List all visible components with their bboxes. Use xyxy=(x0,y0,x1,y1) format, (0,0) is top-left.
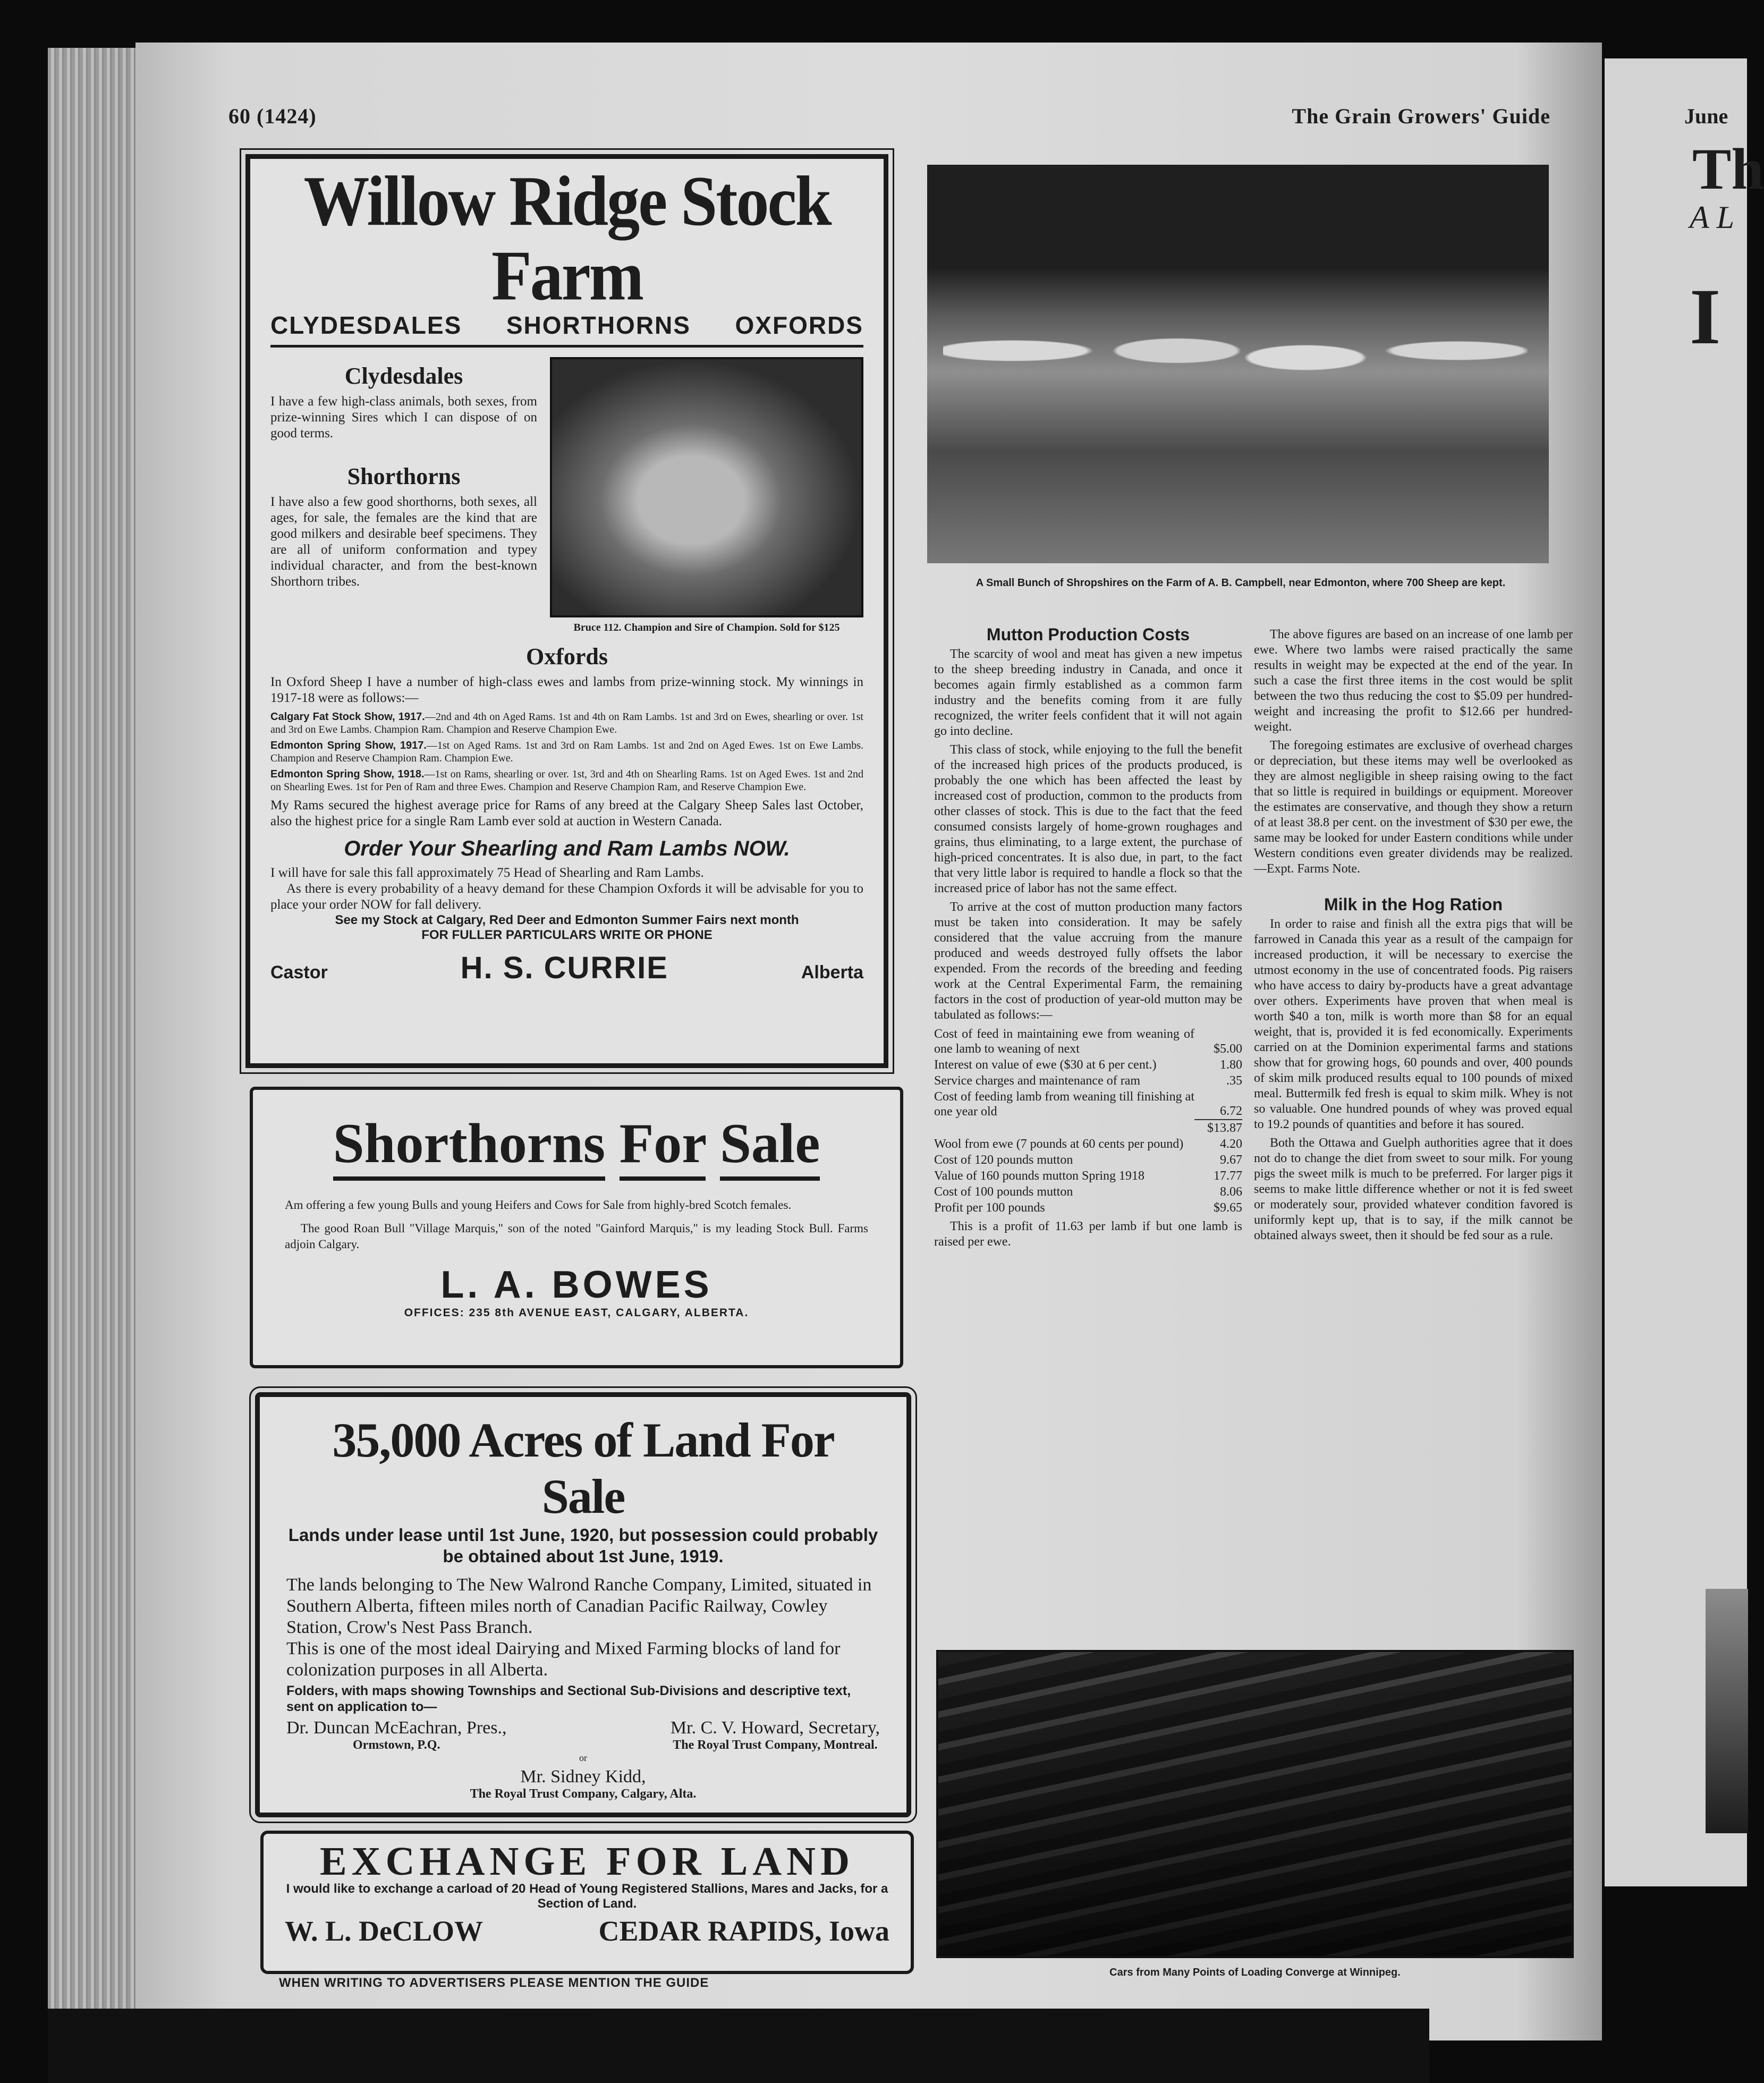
contact-list xyxy=(286,1718,880,1752)
cost-amount: .35 xyxy=(1226,1074,1242,1088)
cost-amount: 6.72 xyxy=(1220,1104,1242,1118)
oxfords-heading: Oxfords xyxy=(526,643,608,670)
title-word: Sale xyxy=(720,1112,820,1181)
advertiser-address: OFFICES: 235 8th AVENUE EAST, CALGARY, ALBERTA. xyxy=(404,1307,749,1319)
facing-page xyxy=(1605,58,1764,1886)
shropshire-sheep-photo xyxy=(927,165,1549,563)
breed-shorthorns: SHORTHORNS xyxy=(506,311,691,340)
facing-page-title: Th xyxy=(1692,137,1764,201)
cost-amount: 1.80 xyxy=(1220,1058,1242,1072)
cost-row xyxy=(934,1168,1242,1184)
page-number: 60 (1424) xyxy=(228,104,317,128)
contact-president: Dr. Duncan McEachran, Pres., Ormstown, P.Q. xyxy=(286,1718,507,1752)
facing-page-drop-cap: I xyxy=(1690,273,1721,361)
place-right: Alberta xyxy=(801,962,863,983)
cost-row xyxy=(934,1136,1242,1152)
cost-label: Profit per 100 pounds xyxy=(934,1201,1045,1215)
exchange-offer: I would like to exchange a carload of 20 Head of Young Registered Stallions, Mares and Jacks, for a Section of Land. xyxy=(286,1882,888,1911)
mutton-paragraph: To arrive at the cost of mutton production many factors must be taken into consideration. It may be safely considered that the value accruing from the manure produced and weeds destroyed fully offsets the labor expended. From the records of the breeding and feeding work at the Central Experimental Farm, the remaining factors in the cost of production of year-old mutton may be tabulated as follows:— xyxy=(934,900,1242,1022)
cost-row xyxy=(934,1026,1242,1057)
land-suitability: This is one of the most ideal Dairying and Mixed Farming blocks of land for colonization purposes in all Alberta. xyxy=(286,1639,841,1680)
cost-amount: $13.87 xyxy=(1194,1120,1242,1136)
cost-row xyxy=(934,1120,1242,1136)
cost-amount: 4.20 xyxy=(1220,1137,1242,1151)
cost-label xyxy=(934,1120,1194,1136)
cost-row xyxy=(934,1200,1242,1216)
land-for-sale-ad xyxy=(255,1392,911,1817)
ram-photo-caption: Bruce 112. Champion and Sire of Champion. Sold for $125 xyxy=(573,622,840,634)
ad-title: Willow Ridge Stock Farm xyxy=(303,162,830,315)
cost-label: Value of 160 pounds mutton Spring 1918 xyxy=(934,1169,1144,1183)
stock-bull-text: The good Roan Bull "Village Marquis," son of the noted "Gainford Marquis," is my leading Stock Bull. Farms adjoin Calgary. xyxy=(285,1222,868,1251)
breed-oxfords: OXFORDS xyxy=(735,311,863,340)
cost-amount: 17.77 xyxy=(1214,1169,1242,1183)
cost-label: Cost of feeding lamb from weaning till finishing at one year old xyxy=(934,1090,1194,1119)
lease-notice: Lands under lease until 1st June, 1920, but possession could probably be obtained about 1st June, 1919. xyxy=(288,1525,878,1566)
cost-amount: 8.06 xyxy=(1220,1185,1242,1199)
advertiser-city: CEDAR RAPIDS, Iowa xyxy=(598,1915,889,1947)
sale-text: I will have for sale this fall approximately 75 Head of Shearling and Ram Lambs. xyxy=(270,866,704,880)
facing-page-photo xyxy=(1706,1589,1748,1833)
rams-text: My Rams secured the highest average price for Rams of any breed at the Calgary Sheep Sales last October, also the highest price for a single Ram Lamb ever sold at auction in Western Canada. xyxy=(270,798,863,829)
mutton-paragraph: The scarcity of wool and meat has given a new impetus to the sheep breeding industry in Canada, and once it becomes again firmly established as a common farm industry and the benefits coming from it are fully recognized, the writer feels confident that it will not again go into decline. xyxy=(934,647,1242,738)
exchange-for-land-ad xyxy=(260,1831,914,1974)
shorthorns-text: I have also a few good shorthorns, both sexes, all ages, for sale, the females are the kind that are good milkers and desirable beef specimens. They are all of uniform conformation and typey individual character, and from the best-known Shorthorn tribes. xyxy=(270,495,537,589)
facing-page-head: June xyxy=(1684,104,1728,128)
winning-entry: Calgary Fat Stock Show, 1917.—2nd and 4th on Aged Rams. 1st and 4th on Ram Lambs. 1st and 3rd on Ewes, shearling or over. 1st and 3rd on Ewe Lambs. Champion Ram. Champion and Reserve Champion Ewe. xyxy=(270,711,863,736)
particulars-line: FOR FULLER PARTICULARS WRITE OR PHONE xyxy=(421,928,713,943)
cost-label: Interest on value of ewe ($30 at 6 per cent.) xyxy=(934,1058,1157,1072)
rail-photo-caption: Cars from Many Points of Loading Converge at Winnipeg. xyxy=(1109,1967,1401,1978)
land-description: The lands belonging to The New Walrond Ranche Company, Limited, situated in Southern Alberta, fifteen miles north of Canadian Pacific Railway, Cowley Station, Crow's Nest Pass Branch. xyxy=(286,1575,872,1637)
rail-yard-photo xyxy=(936,1650,1574,1958)
milk-heading: Milk in the Hog Ration xyxy=(1324,895,1503,914)
milk-paragraph: Both the Ottawa and Guelph authorities agree that it does not do to change the diet from sweet to sour milk. For young pigs the sweet milk is much to be preferred. For larger pigs it seems to make little difference whether or not it is fed sweet or moderately sour, provided whatever condition favored is uniformly kept up, that is to say, if the milk cannot be obtained always sweet, then it should be fed sour as a rule. xyxy=(1254,1136,1573,1242)
title-word: For xyxy=(620,1112,706,1181)
facing-page-subtitle: A L xyxy=(1690,200,1734,235)
advertiser-name: L. A. BOWES xyxy=(440,1264,713,1306)
cost-label: Cost of 100 pounds mutton xyxy=(934,1185,1073,1199)
demand-text: As there is every probability of a heavy demand for these Champion Oxfords it will be advisable for you to place your order NOW for fall delivery. xyxy=(270,882,863,912)
ad-title: EXCHANGE FOR LAND xyxy=(320,1839,854,1884)
shorthorns-heading: Shorthorns xyxy=(347,463,461,490)
cost-amount: 9.67 xyxy=(1220,1153,1242,1167)
cost-label: Cost of 120 pounds mutton xyxy=(934,1153,1073,1167)
cost-row xyxy=(934,1073,1242,1089)
order-line: Order Your Shearling and Ram Lambs NOW. xyxy=(344,837,790,861)
ad-title: 35,000 Acres of Land For Sale xyxy=(332,1413,834,1523)
cost-row xyxy=(934,1089,1242,1120)
title-word: Shorthorns xyxy=(333,1112,605,1181)
sheep-photo-caption: A Small Bunch of Shropshires on the Farm of A. B. Campbell, near Edmonton, where 700 Sheep are kept. xyxy=(976,577,1506,589)
ad-signature xyxy=(270,950,863,986)
contact-agent: Mr. Sidney Kidd, The Royal Trust Company, Calgary, Alta. xyxy=(470,1767,697,1801)
breed-clydesdales: CLYDESDALES xyxy=(270,311,462,340)
cost-table xyxy=(934,1026,1242,1216)
place-left: Castor xyxy=(270,962,328,983)
ram-photo-block xyxy=(550,357,863,633)
winning-entry: Edmonton Spring Show, 1918.—1st on Rams, shearling or over. 1st, 3rd and 4th on Shearling Rams. 1st on Aged Ewes. 1st and 2nd on Shearling Ewes. 1st for Pen of Ram and three Ewes. Champion and Reserve Champion Ram, and Reserve Champion Ewe. xyxy=(270,768,864,793)
fairs-line: See my Stock at Calgary, Red Deer and Edmonton Summer Fairs next month xyxy=(335,913,799,928)
oxfords-intro: In Oxford Sheep I have a number of high-class ewes and lambs from prize-winning stock. My winnings in 1917-18 were as follows:— xyxy=(270,675,863,706)
cost-amount: $9.65 xyxy=(1214,1201,1242,1215)
milk-paragraph: In order to raise and finish all the extra pigs that will be farrowed in Canada this year as a result of the campaign for increased production, it will be necessary to exercise the utmost economy in the use of concentrated foods. Pig raisers who have access to dairy by-products have a great advantage over others. Experiments have proven that when meal is worth $40 a ton, milk is worth more than $8 for an equal weight, that is, provided it is fed economically. Experiments carried on at the Dominion experimental farms and stations show that for growing hogs, 60 pounds and over, 400 pounds of skim milk produced results equal to 100 pounds of mixed meal. Buttermilk fed fresh is equal to skim milk. Whey is not so valuable. One hundred pounds of whey was proved equal to 19.2 pounds of quantities and before it has soured. xyxy=(1254,917,1573,1131)
cost-label: Wool from ewe (7 pounds at 60 cents per pound) xyxy=(934,1137,1184,1151)
ram-photo xyxy=(550,357,863,617)
cost-label: Service charges and maintenance of ram xyxy=(934,1074,1141,1088)
owner-name: H. S. CURRIE xyxy=(460,951,668,986)
or-separator: or xyxy=(579,1752,587,1763)
mutton-paragraph: The foregoing estimates are exclusive of overhead charges or depreciation, but these items may well be overlooked as they are almost negligible in sheep raising owing to the fact that so little is required in buildings or equipment. Moreover the estimates are conservative, and though they show a return of at least 38.8 per cent. on the investment of $30 per ewe, the same may be looked for under Eastern conditions while under Western conditions even greater dividends may be realized. —Expt. Farms Note. xyxy=(1254,739,1573,876)
ad-signature xyxy=(285,1915,889,1947)
offer-text: Am offering a few young Bulls and young Heifers and Cows for Sale from highly-bred Scotch females. xyxy=(285,1198,792,1212)
winning-entry: Edmonton Spring Show, 1917.—1st on Aged Rams. 1st and 3rd on Ram Lambs. 1st and 2nd on Aged Ewes. 1st on Ewe Lambs. Champion and Reserve Champion Ram. Champion Ewe. xyxy=(270,740,864,765)
cost-label: Cost of feed in maintaining ewe from weaning of one lamb to weaning of next xyxy=(934,1027,1194,1056)
shorthorns-for-sale-ad xyxy=(250,1087,903,1368)
mutton-paragraph: This is a profit of 11.63 per lamb if but one lamb is raised per ewe. xyxy=(934,1220,1242,1249)
mutton-article-col1 xyxy=(934,627,1242,1253)
scan-shadow xyxy=(48,2009,1429,2083)
winnings-list xyxy=(270,710,863,793)
mutton-paragraph: The above figures are based on an increase of one lamb per ewe. Where two lambs were raised practically the same results in weight may be expected at the end of the year. In such a case the first three items in the cost would be split between the two thus reducing the cost to $5.09 per hundred-weight and increasing the profit to $12.66 per hundred-weight. xyxy=(1254,628,1573,734)
ad-title xyxy=(285,1111,868,1176)
mutton-article-col2 xyxy=(1254,627,1573,1247)
advertiser-footer-note: WHEN WRITING TO ADVERTISERS PLEASE MENTION THE GUIDE xyxy=(279,1976,709,1990)
advertiser-name: W. L. DeCLOW xyxy=(285,1915,484,1947)
breed-descriptions xyxy=(270,357,537,633)
willow-ridge-ad xyxy=(245,154,888,1068)
cost-row xyxy=(934,1184,1242,1200)
folders-notice: Folders, with maps showing Townships and Sectional Sub-Divisions and descriptive text, sent on application to— xyxy=(286,1683,851,1714)
mutton-paragraph: This class of stock, while enjoying to the full the benefit of the increased high prices of the products produced, is probably the one which has been affected the least by increased cost of production, common to the products from other classes of stock. This is due to the fact that the feed consumed consists largely of home-grown roughages and grains, thus eliminating, to a large extent, the purchase of high-priced concentrates. It is also due, in part, to the fact that very little labor is required to handle a flock so that the increased price of labor has not the same effect. xyxy=(934,743,1242,895)
ad-columns xyxy=(270,357,863,633)
cost-amount: $5.00 xyxy=(1214,1042,1242,1056)
publication-title: The Grain Growers' Guide xyxy=(1292,104,1550,128)
clydesdales-text: I have a few high-class animals, both sexes, from prize-winning Sires which I can dispose of on good terms. xyxy=(270,394,537,441)
contact-secretary: Mr. C. V. Howard, Secretary, The Royal Trust Company, Montreal. xyxy=(670,1718,880,1752)
mutton-heading: Mutton Production Costs xyxy=(986,625,1190,644)
clydesdales-heading: Clydesdales xyxy=(344,363,463,389)
cost-row xyxy=(934,1057,1242,1073)
cost-row xyxy=(934,1152,1242,1168)
